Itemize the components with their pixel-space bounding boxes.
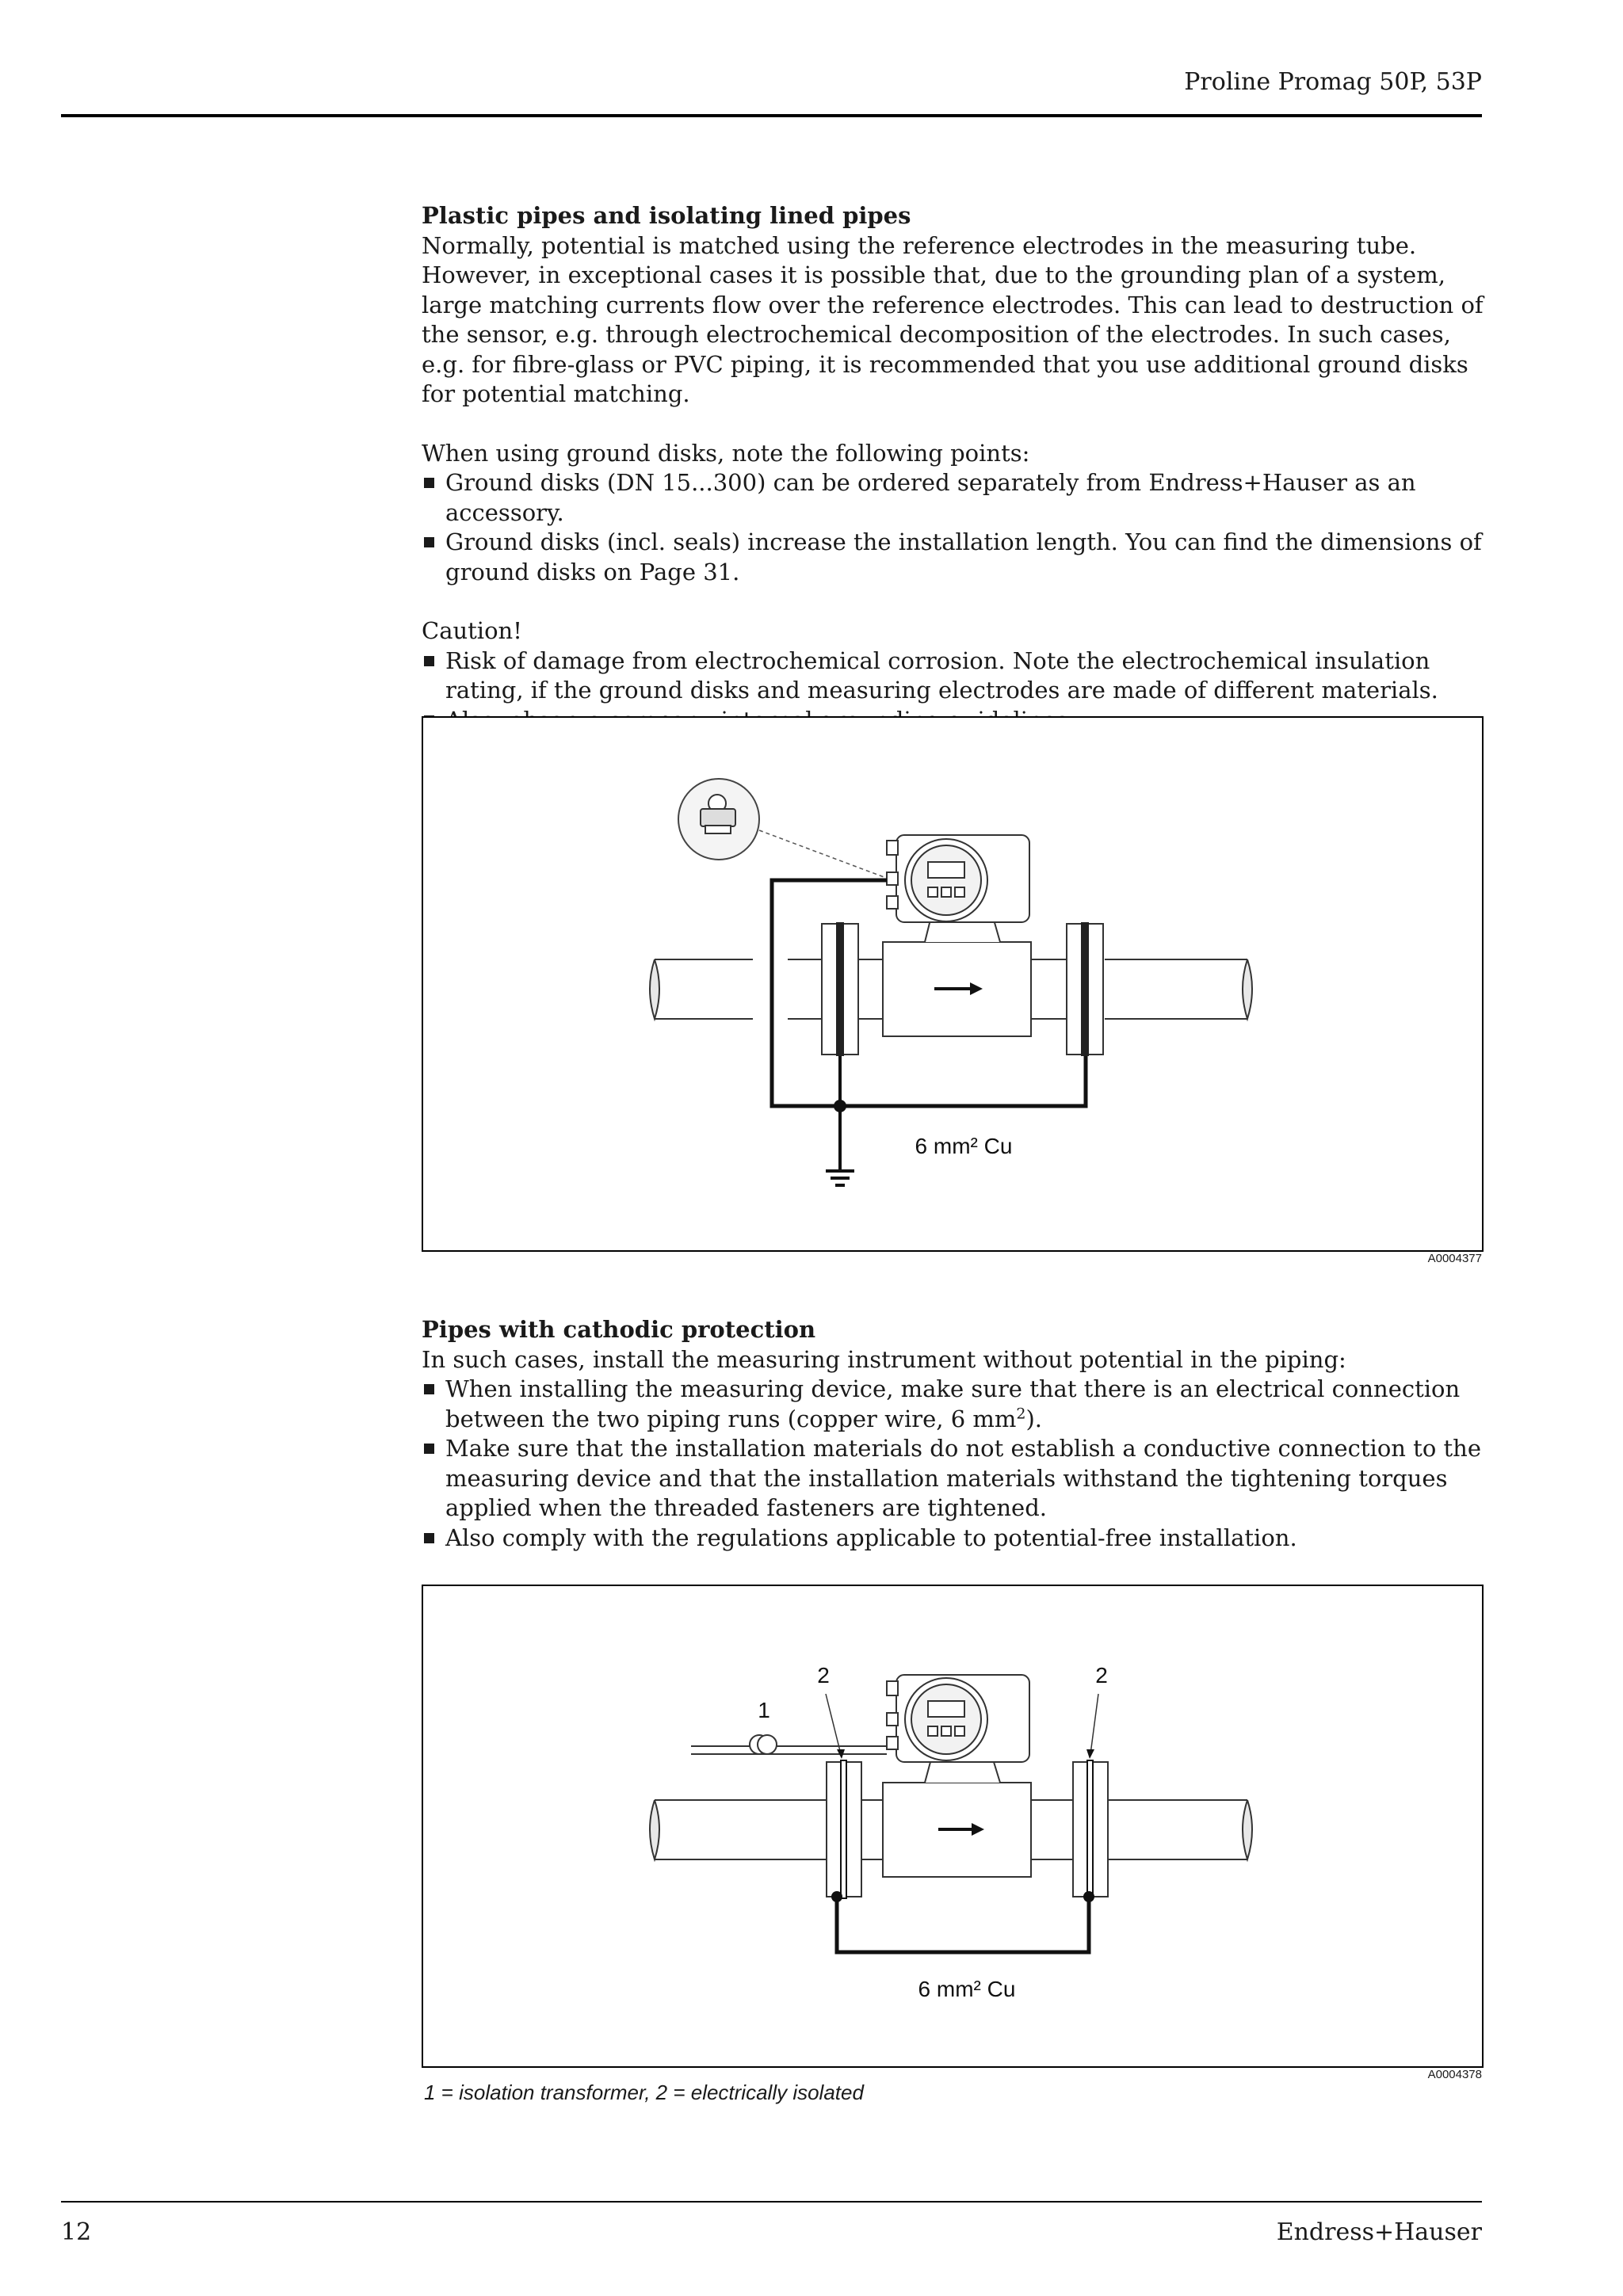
bullet-list [422,468,1484,587]
figure-id: A0004378 [1427,2068,1482,2081]
list-item: Ground disks (incl. seals) increase the installation length. You can find the dimensions of ground disks on Page 31. [422,528,1484,587]
header-title: Proline Promag 50P, 53P [1184,68,1482,96]
figure-id: A0004377 [1427,1252,1482,1265]
ground-disk-left [836,922,844,1056]
caution-title: Caution! [422,617,522,644]
list-item: Also comply with the regulations applicable to potential-free installation. [422,1524,1484,1554]
list-item: Make sure that the installation materials do not establish a conductive connection to the measuring device and that the installation materials withstand the tightening torques applied when the threaded fasteners are tightened. [422,1434,1484,1524]
figure-caption: 1 = isolation transformer, 2 = electrically isolated [424,2081,864,2104]
diagram-cathodic-protection [423,1586,1482,2066]
ground-disk-right [1081,922,1089,1056]
figure-ground-disks [422,716,1484,1252]
bullet-list [422,1375,1484,1553]
footer-rule [61,2201,1482,2203]
footer-brand: Endress+Hauser [1276,2218,1482,2246]
intro-text: When using ground disks, note the following points: [422,439,1030,467]
paragraph: Normally, potential is matched using the reference electrodes in the measuring tube. However, in exceptional cases it is possible that, due to the grounding plan of a system, large matching currents flow over the reference electrodes. This can lead to destruction of the sensor, e.g. through electrochemical decomposition of the electrodes. In such cases, e.g. for fibre-glass or PVC piping, it is recommended that you use additional ground disks for potential matching. [422,231,1484,407]
list-item: Risk of damage from electrochemical corrosion. Note the electrochemical insulation rating, if the ground disks and measuring electrodes are made of different materials. [422,646,1484,706]
callout-2: 2 [1095,1663,1108,1688]
list-item: When installing the measuring device, make sure that there is an electrical connection between the two piping runs (copper wire, 6 $mm^2$). [422,1375,1484,1434]
section-heading: Pipes with cathodic protection [422,1316,816,1343]
list-item: Ground disks (DN 15...300) can be ordered separately from Endress+Hauser as an accessory. [422,468,1484,528]
callout-1: 1 [758,1698,770,1722]
diagram-ground-disks [423,718,1482,1250]
figure-cathodic-protection [422,1585,1484,2068]
intro-text: In such cases, install the measuring instrument without potential in the piping: [422,1345,1346,1373]
header-rule [61,114,1482,117]
section-plastic-pipes [422,201,1484,735]
wire-size-label: 6 mm² Cu [915,1134,1013,1158]
wire-size-label: 6 mm² Cu [918,1977,1016,2001]
connecting-wire [837,1897,1089,1952]
page-number: 12 [61,2218,92,2246]
section-cathodic-protection [422,1315,1484,1553]
section-heading: Plastic pipes and isolating lined pipes [422,202,911,229]
callout-2: 2 [817,1663,830,1688]
